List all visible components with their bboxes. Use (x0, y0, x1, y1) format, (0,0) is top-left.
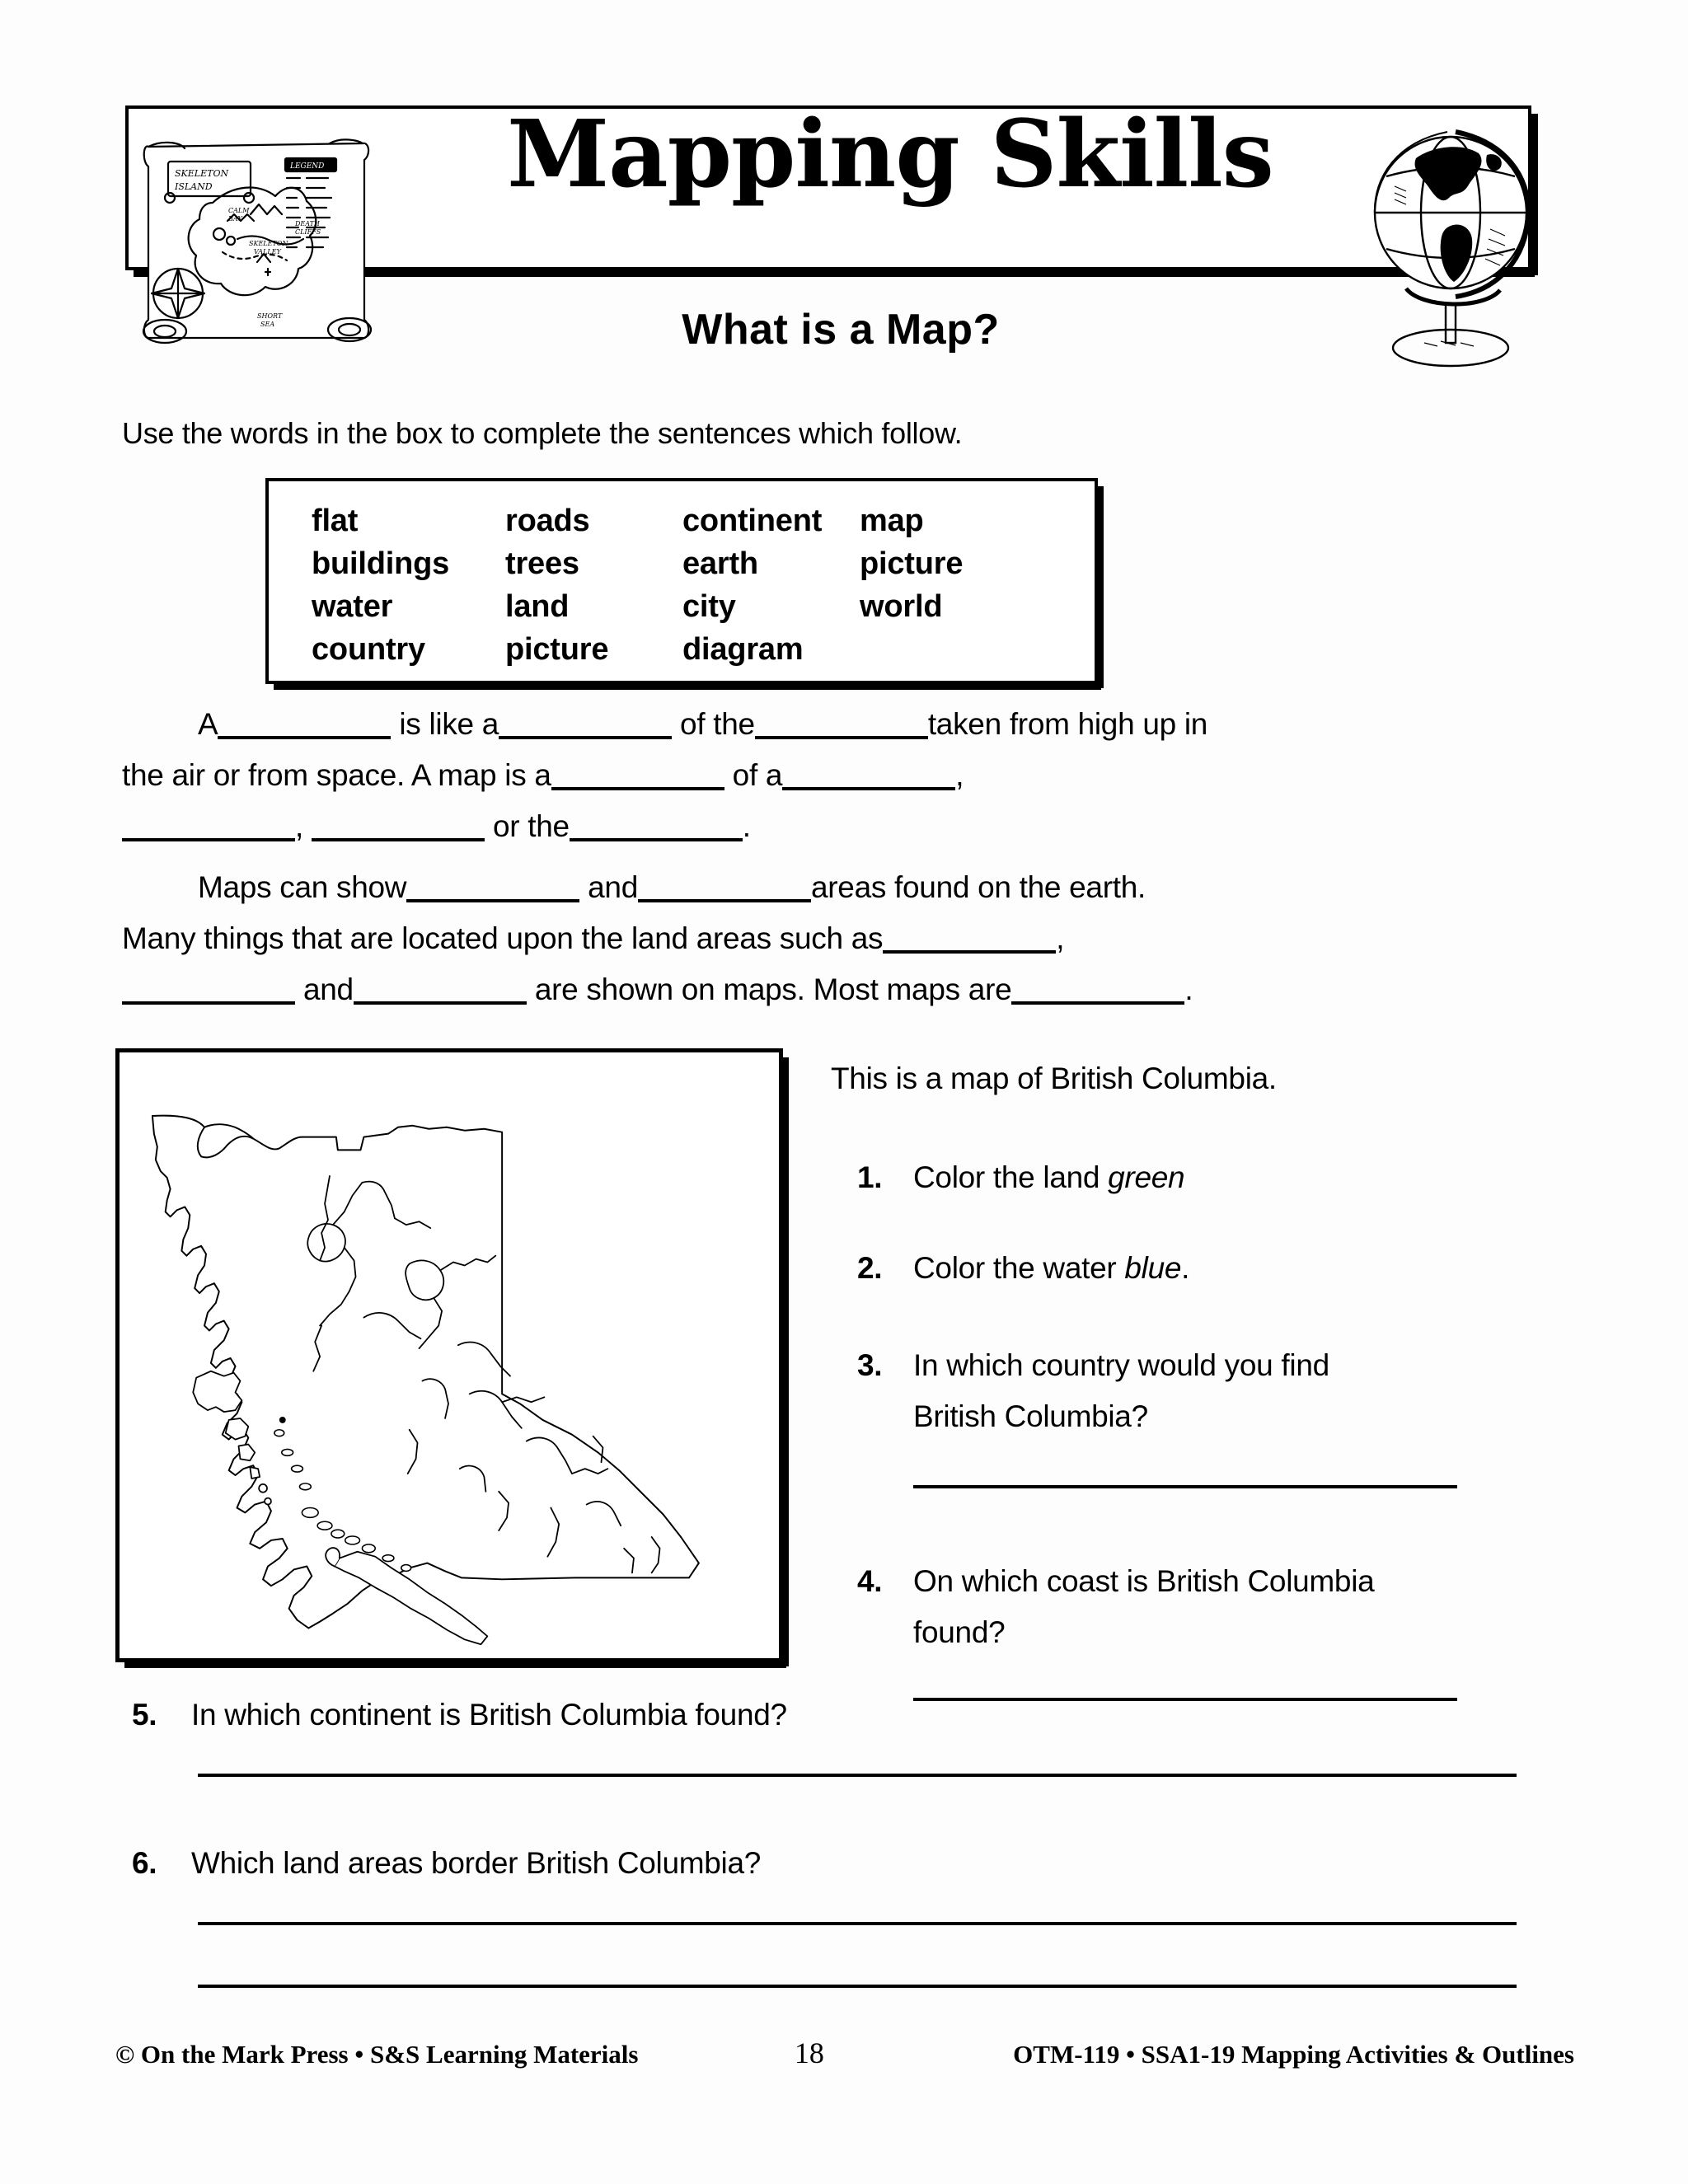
word-bank-item: picture (505, 631, 609, 667)
word-bank-item: water (312, 588, 393, 624)
blank-input[interactable] (551, 762, 724, 790)
answer-line[interactable] (913, 1698, 1457, 1701)
question-emphasis: blue (1124, 1251, 1182, 1285)
answer-line[interactable] (198, 1774, 1517, 1777)
text-fragment: the air or from space. A map is a (122, 758, 551, 792)
word-bank-box (265, 478, 1098, 684)
paragraph-line (122, 801, 1207, 852)
text-fragment: . (742, 809, 751, 843)
word-bank-item: picture (860, 546, 964, 581)
question-text: Color the water (913, 1251, 1125, 1285)
page-footer (115, 2036, 1574, 2070)
text-fragment: areas found on the earth. (811, 870, 1146, 904)
question-text-after: . (1181, 1251, 1190, 1285)
text-fragment: . (1184, 972, 1193, 1006)
word-bank-item: trees (505, 546, 579, 581)
blank-input[interactable] (218, 711, 391, 739)
answer-line[interactable] (198, 1985, 1517, 1988)
answer-line[interactable] (913, 1485, 1457, 1488)
page-title: Mapping Skills (507, 101, 1273, 209)
svg-text:SKELETON: SKELETON (249, 240, 288, 247)
text-fragment: taken from high up in (927, 707, 1208, 741)
answer-line[interactable] (198, 1922, 1517, 1925)
blank-input[interactable] (755, 711, 928, 739)
map-questions-list (857, 1131, 1517, 1701)
word-bank-item: buildings (312, 546, 450, 581)
text-fragment: Many things that are located upon the land areas such as (122, 921, 884, 955)
svg-text:LEGEND: LEGEND (290, 162, 325, 171)
instruction-text: Use the words in the box to complete the sentences which follow. (122, 416, 963, 450)
question-item-6 (132, 1846, 761, 1881)
question-item-1 (857, 1152, 1517, 1203)
question-item-4 (857, 1556, 1517, 1658)
question-text: Color the land (913, 1160, 1109, 1194)
word-bank-item: world (860, 588, 943, 624)
word-bank-grid (312, 499, 1049, 671)
word-bank-item: land (505, 588, 570, 624)
svg-text:CLIFFS: CLIFFS (295, 228, 321, 236)
text-fragment: or the (492, 809, 570, 843)
blank-input[interactable] (782, 762, 955, 790)
blank-input[interactable] (354, 977, 527, 1005)
word-bank-item: flat (312, 503, 359, 538)
word-bank-item: continent (682, 503, 823, 538)
text-fragment: , (955, 758, 964, 792)
svg-text:SHORT: SHORT (257, 312, 283, 320)
question-text-line1: On which coast is British Columbia (913, 1564, 1375, 1598)
desk-globe-icon (1358, 105, 1548, 369)
word-bank-item: roads (505, 503, 590, 538)
question-number: 1. (857, 1160, 883, 1194)
blank-input[interactable] (122, 977, 295, 1005)
blank-input[interactable] (499, 711, 672, 739)
page-subtitle: What is a Map? (682, 306, 1000, 354)
question-item-2 (857, 1243, 1517, 1294)
svg-text:CALM: CALM (228, 207, 250, 214)
word-bank-item: earth (682, 546, 758, 581)
blank-input[interactable] (406, 874, 579, 902)
british-columbia-outline-map (120, 1052, 779, 1658)
text-fragment: and (302, 972, 354, 1006)
paragraph-line (122, 913, 1193, 964)
text-fragment: and (588, 870, 638, 904)
question-number: 2. (857, 1251, 883, 1285)
blank-input[interactable] (122, 813, 295, 841)
question-item-5 (132, 1698, 787, 1732)
text-fragment: , (295, 809, 303, 843)
svg-text:SEA: SEA (260, 321, 275, 328)
text-fragment: are shown on maps. Most maps are (534, 972, 1012, 1006)
text-fragment: Maps can show (198, 870, 407, 904)
svg-text:BAY: BAY (228, 215, 242, 223)
question-text: In which continent is British Columbia found? (191, 1698, 787, 1732)
blank-input[interactable] (638, 874, 811, 902)
footer-copyright: © On the Mark Press • S&S Learning Materials (115, 2040, 639, 2069)
text-fragment: , (1056, 921, 1065, 955)
question-text-line2: found? (913, 1615, 1006, 1649)
question-item-3 (857, 1340, 1517, 1442)
blank-input[interactable] (883, 926, 1056, 954)
text-fragment: A (198, 707, 218, 741)
word-bank-item: diagram (682, 631, 804, 667)
word-bank-item: country (312, 631, 425, 667)
fill-in-paragraph-2 (122, 862, 1193, 1015)
blank-input[interactable] (312, 813, 485, 841)
blank-input[interactable] (570, 813, 743, 841)
question-number: 6. (132, 1846, 157, 1880)
treasure-map-scroll-icon (134, 124, 381, 354)
svg-text:DEATH: DEATH (295, 220, 320, 227)
question-number: 5. (132, 1698, 157, 1732)
page-number: 18 (794, 2036, 824, 2069)
svg-text:VALLEY: VALLEY (254, 248, 281, 255)
text-fragment: of the (680, 707, 755, 741)
question-number: 4. (857, 1564, 883, 1598)
footer-product-code: OTM-119 • SSA1-19 Mapping Activities & Outlines (1013, 2040, 1574, 2069)
question-number: 3. (857, 1348, 883, 1382)
question-emphasis: green (1108, 1160, 1185, 1194)
text-fragment: is like a (399, 707, 499, 741)
paragraph-line (122, 862, 1193, 913)
paragraph-line (122, 699, 1207, 750)
fill-in-paragraph-1 (122, 699, 1207, 852)
question-text-line1: In which country would you find (913, 1348, 1329, 1382)
paragraph-line (122, 750, 1207, 801)
british-columbia-map-frame (115, 1048, 783, 1662)
question-text: Which land areas border British Columbia? (191, 1846, 762, 1880)
text-fragment: of a (732, 758, 783, 792)
word-bank-item: map (860, 503, 924, 538)
question-text-line2: British Columbia? (913, 1399, 1148, 1433)
map-caption: This is a map of British Columbia. (831, 1062, 1277, 1095)
svg-text:SKELETON: SKELETON (175, 168, 229, 179)
svg-text:ISLAND: ISLAND (175, 181, 213, 192)
paragraph-line (122, 964, 1193, 1015)
blank-input[interactable] (1011, 977, 1184, 1005)
word-bank-item: city (682, 588, 736, 624)
